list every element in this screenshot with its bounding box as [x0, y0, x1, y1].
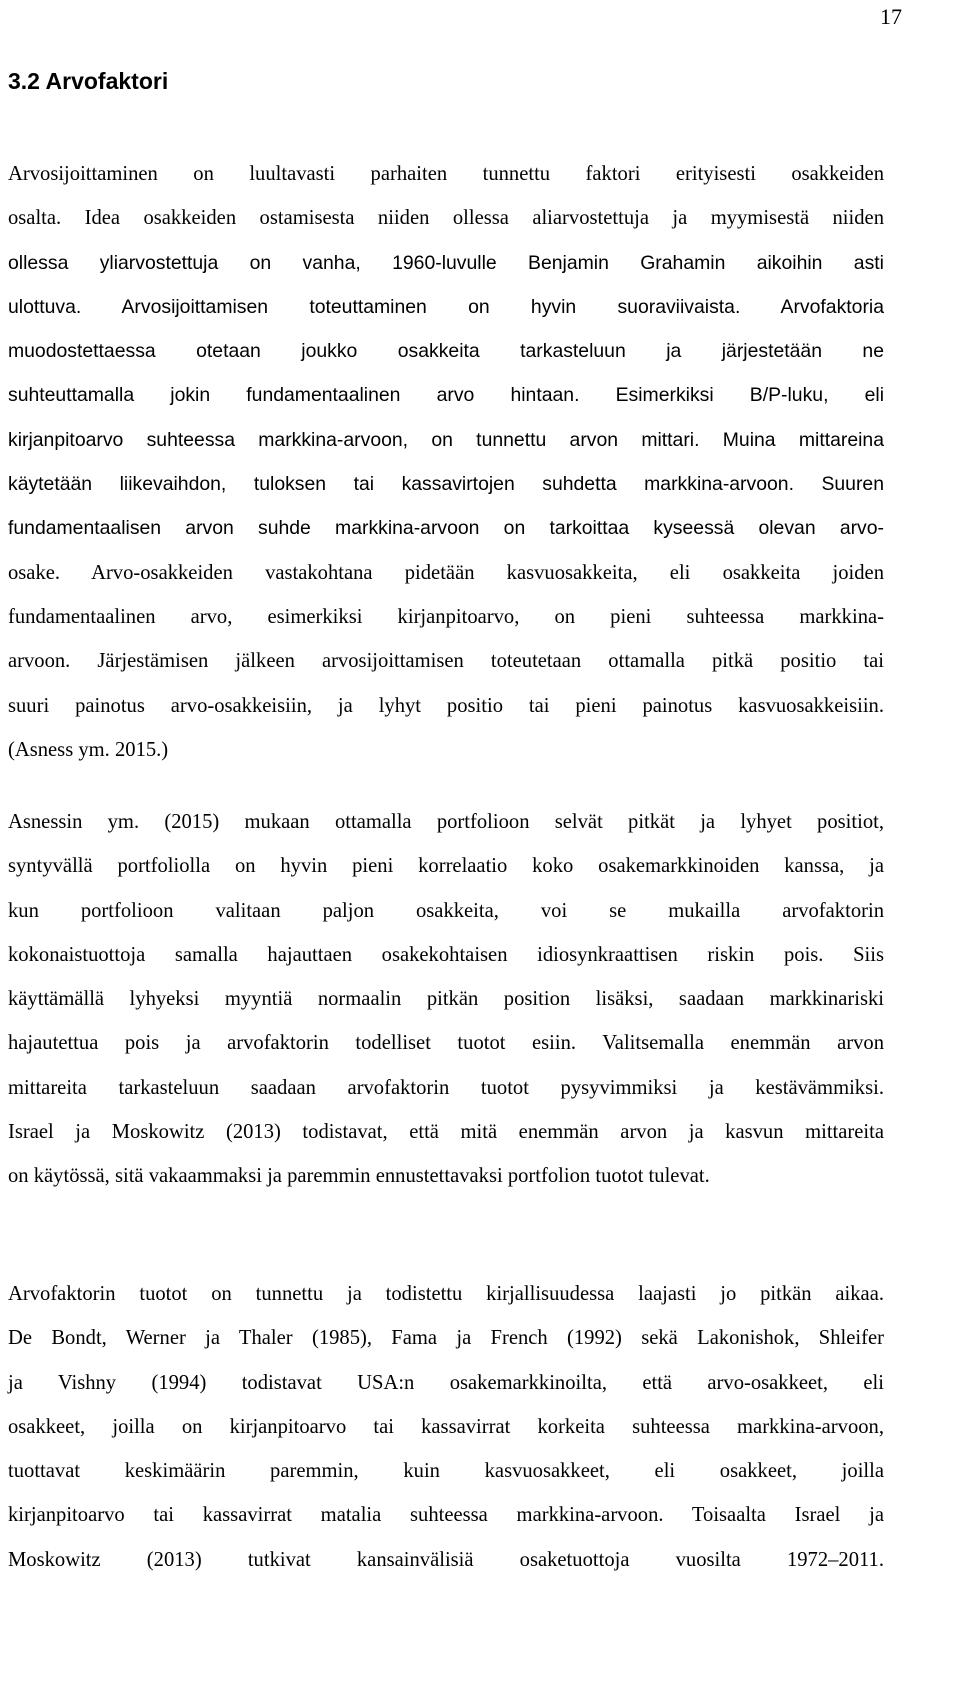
text-line: arvoon. Järjestämisen jälkeen arvosijoittamisen toteutetaan ottamalla pitkä positio tai: [8, 650, 884, 673]
text-line: suuri painotus arvo-osakkeisiin, ja lyhyt positio tai pieni painotus kasvuosakkeisiin.: [8, 694, 884, 717]
paragraph-2: [8, 800, 884, 1199]
text-line: suhteuttamalla jokin fundamentaalinen arvo hintaan. Esimerkiksi B/P-luku, eli: [8, 384, 884, 407]
section-heading: 3.2 Arvofaktori: [8, 68, 169, 94]
text-line: kirjanpitoarvo tai kassavirrat matalia suhteessa markkina-arvoon. Toisaalta Israel ja: [8, 1504, 884, 1527]
page-number: 17: [880, 4, 902, 29]
text-line: fundamentaalisen arvon suhde markkina-arvoon on tarkoittaa kyseessä olevan arvo-: [8, 517, 884, 540]
text-line: ja Vishny (1994) todistavat USA:n osakemarkkinoilta, että arvo-osakkeet, eli: [8, 1371, 884, 1394]
paragraph-1: [8, 152, 884, 772]
text-line: muodostettaessa otetaan joukko osakkeita tarkasteluun ja järjestetään ne: [8, 340, 884, 363]
text-line: fundamentaalinen arvo, esimerkiksi kirjanpitoarvo, on pieni suhteessa markkina-: [8, 605, 884, 628]
text-line: osake. Arvo-osakkeiden vastakohtana pidetään kasvuosakkeita, eli osakkeita joiden: [8, 561, 884, 584]
text-line: ollessa yliarvostettuja on vanha, 1960-luvulle Benjamin Grahamin aikoihin asti: [8, 251, 884, 274]
text-line: osalta. Idea osakkeiden ostamisesta niiden ollessa aliarvostettuja ja myymisestä niiden: [8, 207, 884, 230]
text-line: tuottavat keskimäärin paremmin, kuin kasvuosakkeet, eli osakkeet, joilla: [8, 1460, 884, 1483]
text-line: Israel ja Moskowitz (2013) todistavat, että mitä enemmän arvon ja kasvun mittareita: [8, 1121, 884, 1144]
text-line: Arvofaktorin tuotot on tunnettu ja todistettu kirjallisuudessa laajasti jo pitkän aikaa.: [8, 1283, 884, 1305]
text-line: De Bondt, Werner ja Thaler (1985), Fama ja French (1992) sekä Lakonishok, Shleifer: [8, 1327, 884, 1350]
paragraph-3-text: [8, 1272, 884, 1582]
text-line: osakkeet, joilla on kirjanpitoarvo tai kassavirrat korkeita suhteessa markkina-arvoon,: [8, 1415, 884, 1438]
text-line: käyttämällä lyhyeksi myyntiä normaalin pitkän position lisäksi, saadaan markkinariski: [8, 988, 884, 1011]
text-line: kun portfolioon valitaan paljon osakkeita, voi se mukailla arvofaktorin: [8, 899, 884, 922]
paragraph-1-text: [8, 152, 884, 772]
text-line: ulottuva. Arvosijoittamisen toteuttaminen on hyvin suoraviivaista. Arvofaktoria: [8, 295, 884, 318]
text-line: kokonaistuottoja samalla hajauttaen osakekohtaisen idiosynkraattisen riskin pois. Siis: [8, 943, 884, 966]
text-line: mittareita tarkasteluun saadaan arvofaktorin tuotot pysyvimmiksi ja kestävämmiksi.: [8, 1076, 884, 1099]
text-line: kirjanpitoarvo suhteessa markkina-arvoon, on tunnettu arvon mittari. Muina mittareina: [8, 428, 884, 451]
text-line: Arvosijoittaminen on luultavasti parhaiten tunnettu faktori erityisesti osakkeiden: [8, 163, 884, 185]
text-line: syntyvällä portfoliolla on hyvin pieni korrelaatio koko osakemarkkinoiden kanssa, ja: [8, 855, 884, 878]
text-line: Moskowitz (2013) tutkivat kansainvälisiä osaketuottoja vuosilta 1972–2011.: [8, 1548, 884, 1571]
paragraph-3: [8, 1272, 884, 1582]
text-line: Asnessin ym. (2015) mukaan ottamalla portfolioon selvät pitkät ja lyhyet positiot,: [8, 811, 884, 833]
text-line: käytetään liikevaihdon, tuloksen tai kassavirtojen suhdetta markkina-arvoon. Suuren: [8, 473, 884, 496]
paragraph-2-text: [8, 800, 884, 1199]
text-line: (Asness ym. 2015.): [8, 738, 169, 761]
text-line: hajautettua pois ja arvofaktorin todelliset tuotot esiin. Valitsemalla enemmän arvon: [8, 1032, 884, 1055]
text-line: on käytössä, sitä vakaammaksi ja paremmin ennustettavaksi portfolion tuotot tulevat.: [8, 1165, 710, 1188]
